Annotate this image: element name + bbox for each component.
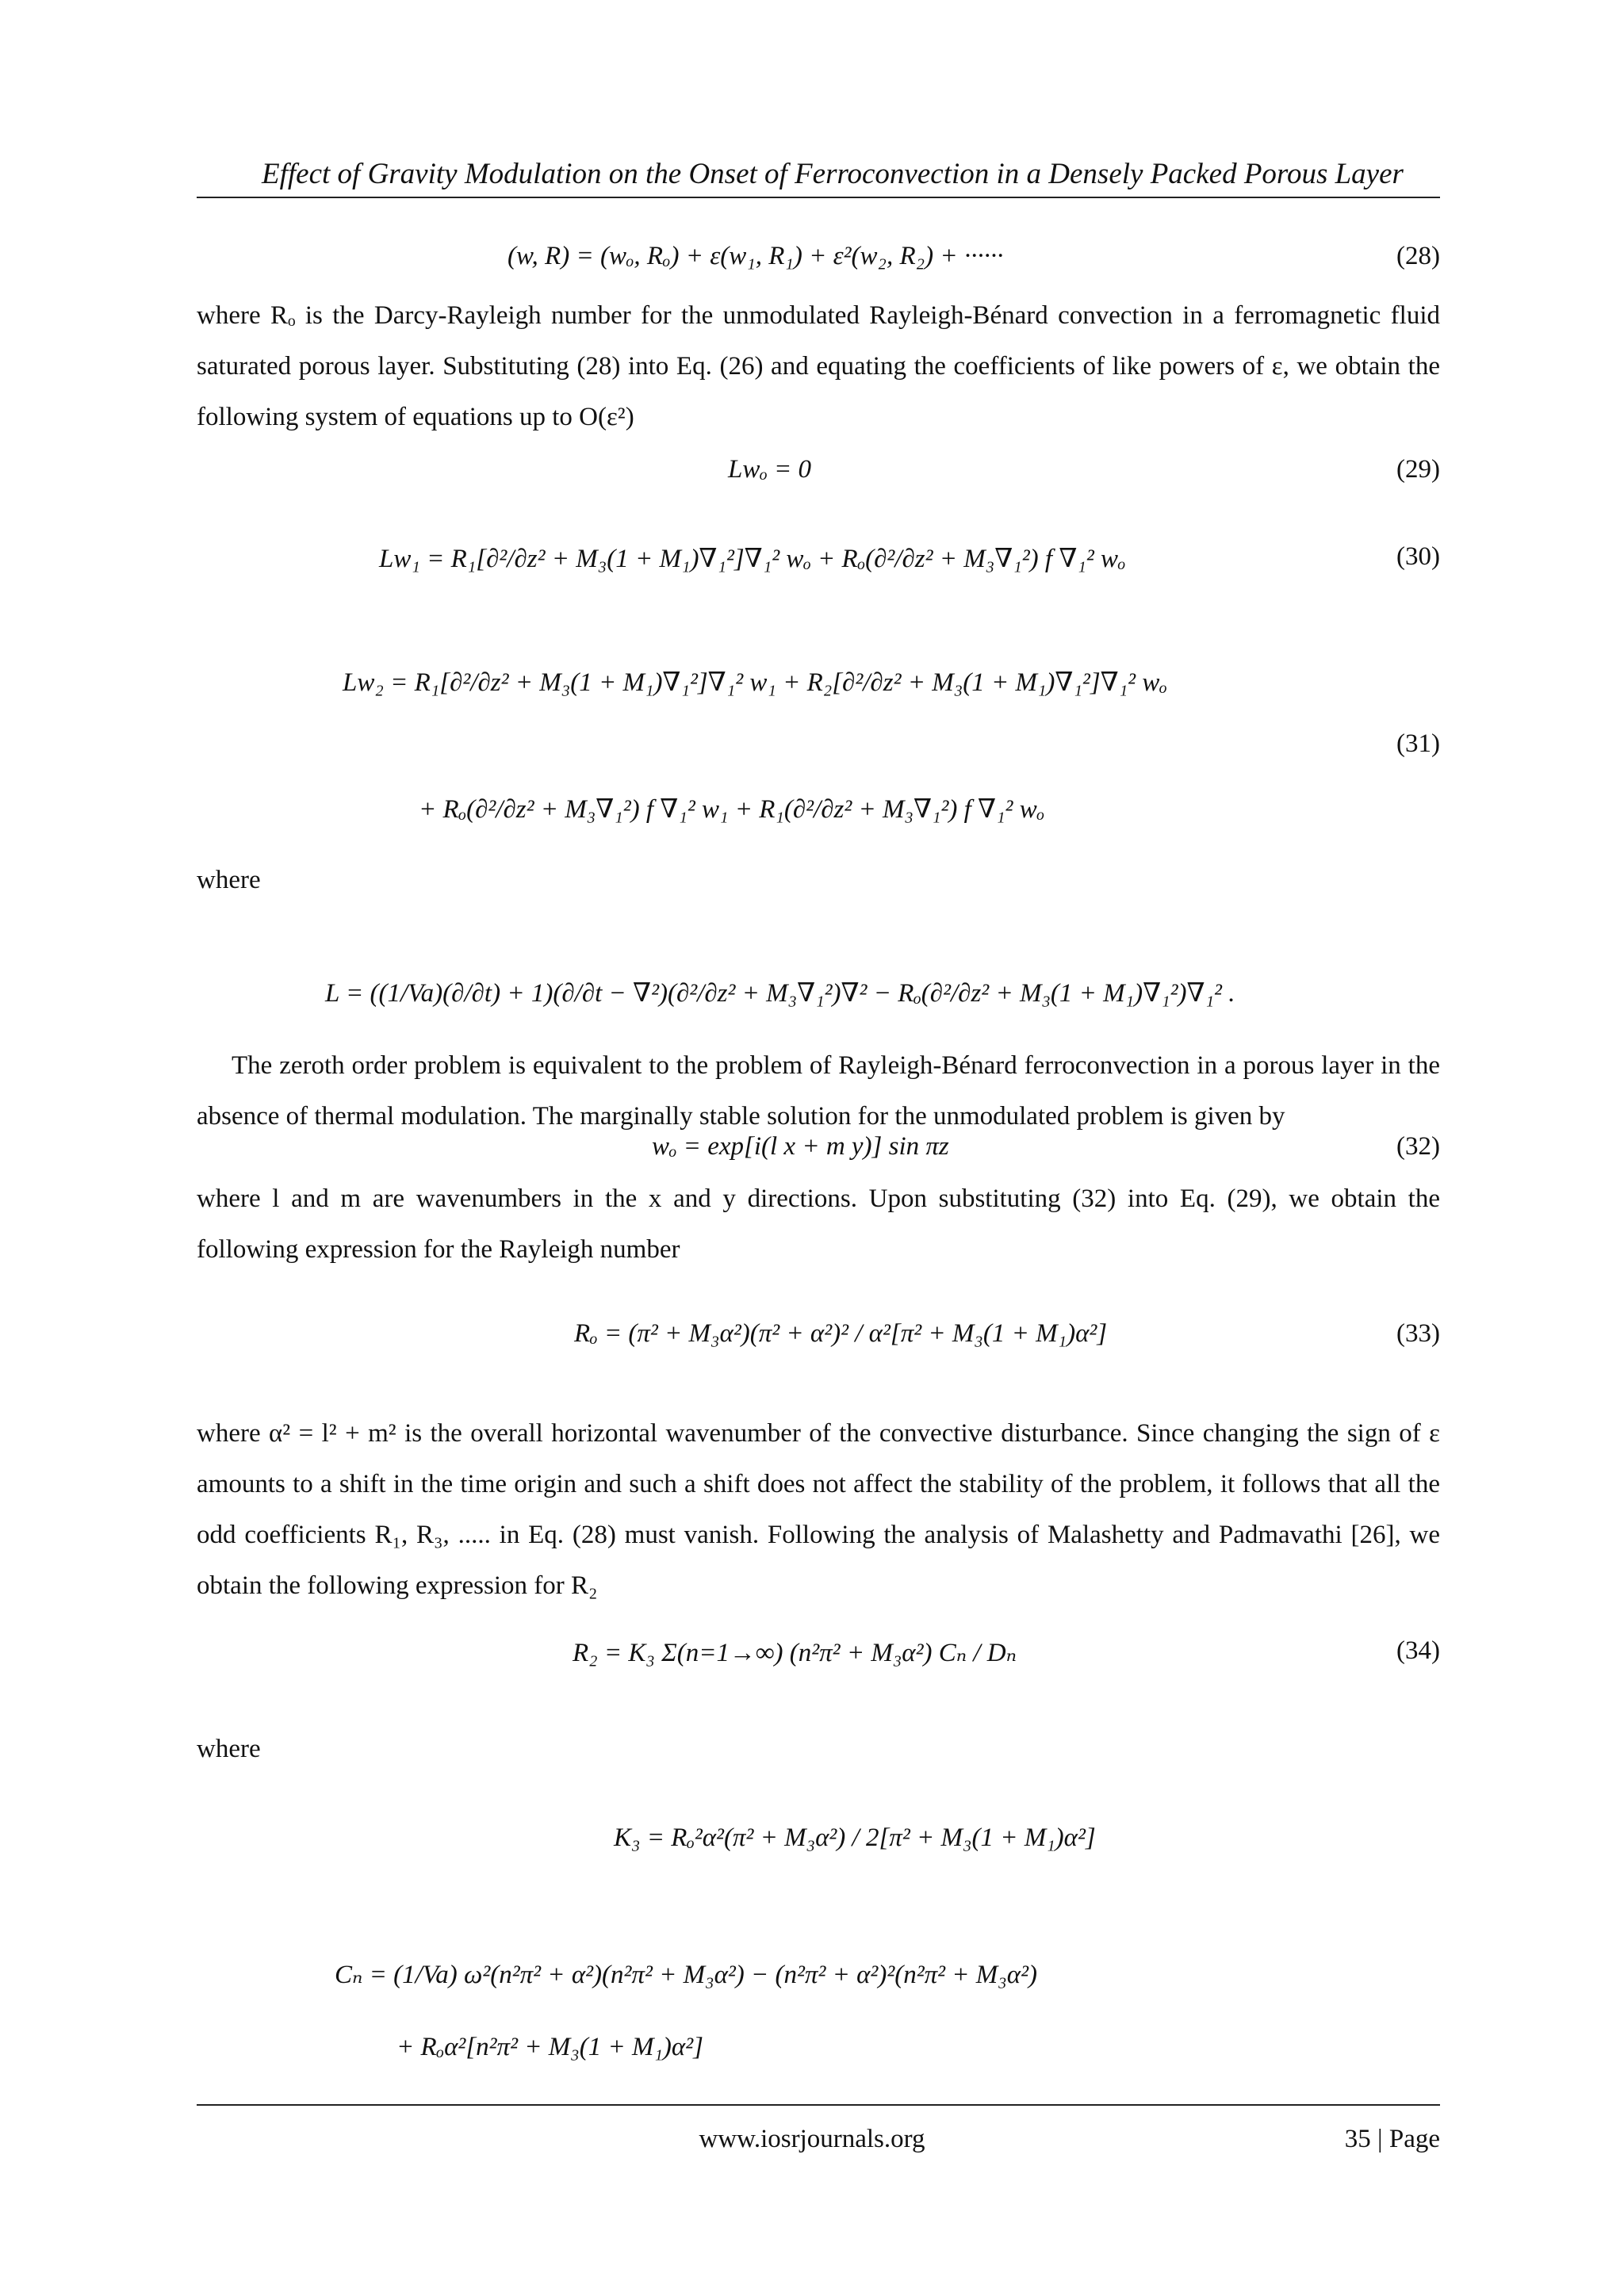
equation-number-32: (32) — [1396, 1132, 1440, 1161]
where-label: where — [197, 1735, 261, 1763]
equation-number-28: (28) — [1396, 242, 1440, 270]
equation-31-line-1: Lw₂ = R₁[∂²/∂z² + M₃(1 + M₁)∇₁²]∇₁² w₁ + R₂[∂²/∂z² + M₃(1 + M₁)∇₁²]∇₁² wₒ — [343, 668, 1167, 697]
equation-33: Rₒ = (π² + M₃α²)(π² + α²)² / α²[π² + M₃(1 + M₁)α²] — [574, 1319, 1108, 1348]
equation-Cn-line-2: + Rₒα²[n²π² + M₃(1 + M₁)α²] — [396, 2033, 703, 2061]
equation-32: wₒ = exp[i(l x + m y)] sin πz — [652, 1132, 949, 1161]
paragraph-zeroth-order: The zeroth order problem is equivalent to the problem of Rayleigh-Bénard ferroconvection in a porous layer in the absence of thermal modulation. The marginally stable solution for the unmodulated problem is given by — [197, 1051, 1440, 1131]
footer-rule — [197, 2104, 1440, 2106]
equation-number-33: (33) — [1396, 1319, 1440, 1348]
footer-page-number: 35 | Page — [1344, 2125, 1440, 2153]
equation-number-30: (30) — [1396, 542, 1440, 571]
equation-30: Lw₁ = R₁[∂²/∂z² + M₃(1 + M₁)∇₁²]∇₁² wₒ + Rₒ(∂²/∂z² + M₃∇₁²) f ∇₁² wₒ — [379, 545, 1126, 573]
equation-29: Lwₒ = 0 — [728, 455, 812, 484]
operator-L-definition: L = ((1/Va)(∂/∂t) + 1)(∂/∂t − ∇²)(∂²/∂z² + M₃∇₁²)∇² − Rₒ(∂²/∂z² + M₃(1 + M₁)∇₁²)∇₁² . — [325, 979, 1235, 1008]
equation-28: (w, R) = (wₒ, Rₒ) + ε(w₁, R₁) + ε²(w₂, R₂) + ······ — [508, 242, 1004, 270]
where-label: where — [197, 866, 261, 894]
equation-number-29: (29) — [1396, 455, 1440, 484]
equation-34: R₂ = K₃ Σ(n=1→∞) (n²π² + M₃α²) Cₙ / Dₙ — [573, 1639, 1017, 1667]
header-rule — [197, 197, 1440, 198]
equation-K3: K₃ = Rₒ²α²(π² + M₃α²) / 2[π² + M₃(1 + M₁)α²] — [614, 1823, 1096, 1852]
equation-31-line-2: + Rₒ(∂²/∂z² + M₃∇₁²) f ∇₁² w₁ + R₁(∂²/∂z² + M₃∇₁²) f ∇₁² wₒ — [419, 795, 1045, 824]
footer-url: www.iosrjournals.org — [699, 2125, 925, 2153]
running-title: Effect of Gravity Modulation on the Onset of Ferroconvection in a Densely Packed Porous Layer — [262, 158, 1404, 190]
equation-Cn-line-1: Cₙ = (1/Va) ω²(n²π² + α²)(n²π² + M₃α²) − (n²π² + α²)²(n²π² + M₃α²) — [335, 1961, 1037, 1989]
equation-number-31: (31) — [1396, 729, 1440, 758]
paragraph-darcy-rayleigh: where Rₒ is the Darcy-Rayleigh number for the unmodulated Rayleigh-Bénard convection in a ferromagnetic fluid saturated porous layer. Substituting (28) into Eq. (26) and equating the coefficients of like powers of ε, we obtain the following system of equations up to O(ε²) — [197, 301, 1440, 431]
paragraph-wavenumbers: where l and m are wavenumbers in the x and y directions. Upon substituting (32) into Eq. (29), we obtain the following expression for the Rayleigh number — [197, 1184, 1440, 1264]
equation-number-34: (34) — [1396, 1636, 1440, 1665]
paragraph-horizontal-wavenumber: where α² = l² + m² is the overall horizontal wavenumber of the convective disturbance. Since changing the sign of ε amounts to a shift in the time origin and such a shift does not affect the stability of the problem, it follows that all the odd coefficients R₁, R₃, ..... in Eq. (28) must vanish. Following the analysis of Malashetty and Padmavathi [26], we obtain the following expression for R₂ — [197, 1419, 1440, 1600]
